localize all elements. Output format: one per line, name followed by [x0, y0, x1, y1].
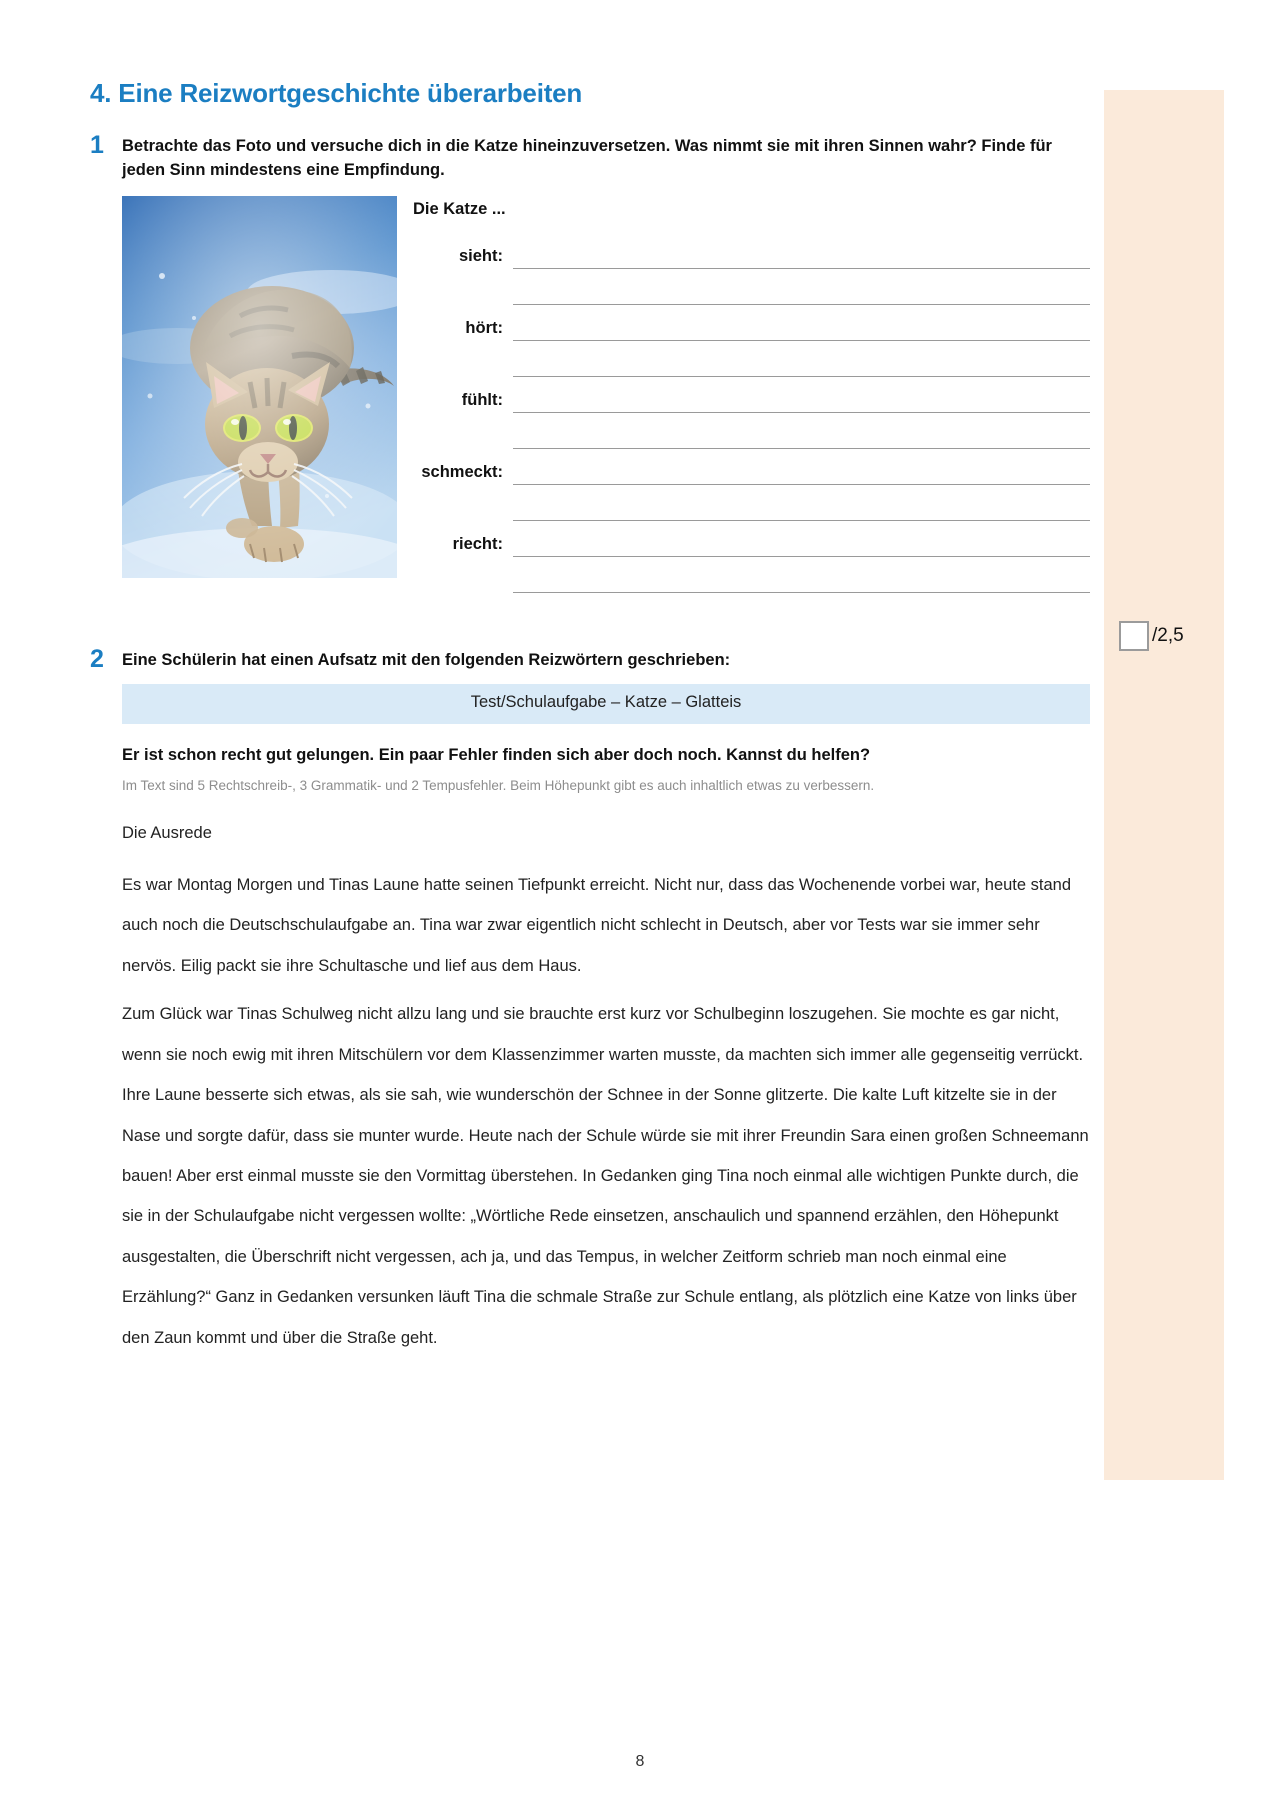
essay-text	[122, 865, 1090, 1358]
sense-input-hoert-line2[interactable]	[513, 375, 1090, 377]
sense-input-hoert[interactable]	[513, 339, 1090, 341]
sense-row-fuehlt-cont	[407, 413, 1090, 449]
page-number: 8	[635, 1753, 645, 1770]
task-2-number: 2	[90, 645, 104, 674]
sense-label-fuehlt: fühlt:	[461, 391, 503, 410]
cat-in-snow-photo	[122, 196, 397, 578]
sense-row-sieht-cont	[407, 269, 1090, 305]
sense-input-schmeckt[interactable]	[513, 483, 1090, 485]
sense-row-hoert	[407, 305, 1090, 341]
task-1-number: 1	[90, 131, 104, 160]
task-2-prompt: Eine Schülerin hat einen Aufsatz mit den folgenden Reizwörtern geschrieben:	[122, 651, 731, 670]
sense-row-sieht	[407, 233, 1090, 269]
task-2-hint-note: Im Text sind 5 Rechtschreib-, 3 Grammatik- und 2 Tempusfehler. Beim Höhepunkt gibt es auch inhaltlich etwas zu verbessern.	[122, 778, 875, 794]
sense-input-riecht[interactable]	[513, 555, 1090, 557]
senses-heading: Die Katze ...	[413, 200, 506, 219]
task-1-body	[122, 196, 1090, 593]
essay-title: Die Ausrede	[122, 823, 212, 842]
sense-label-sieht: sieht:	[458, 247, 503, 266]
task-1-prompt: Betrachte das Foto und versuche dich in die Katze hineinzuversetzen. Was nimmt sie mit ihren Sinnen wahr? Finde für jeden Sinn mindestens eine Empfindung.	[122, 137, 1052, 179]
sense-input-fuehlt[interactable]	[513, 411, 1090, 413]
sense-row-schmeckt	[407, 449, 1090, 485]
sense-row-fuehlt	[407, 377, 1090, 413]
points-max-task-1: /2,5	[1152, 625, 1184, 646]
sense-input-riecht-line2[interactable]	[513, 591, 1090, 593]
task-2	[90, 645, 1090, 1358]
page-title: 4. Eine Reizwortgeschichte überarbeiten	[90, 78, 583, 108]
sense-input-sieht[interactable]	[513, 267, 1090, 269]
right-margin-strip	[1104, 90, 1224, 1480]
essay-paragraph: Es war Montag Morgen und Tinas Laune hatte seinen Tiefpunkt erreicht. Nicht nur, dass das Wochenende vorbei war, heute stand auch noch die Deutschschulaufgabe an. Tina war zwar eigentlich nicht schlecht in Deutsch, aber vor Tests war sie immer sehr nervös. Eilig packt sie ihre Schultasche und lief aus dem Haus.	[122, 876, 1072, 975]
sense-input-schmeckt-line2[interactable]	[513, 519, 1090, 521]
sense-label-schmeckt: schmeckt:	[421, 463, 503, 482]
sense-label-hoert: hört:	[465, 319, 503, 338]
sense-row-riecht-cont	[407, 557, 1090, 593]
senses-answer-area	[407, 196, 1090, 593]
sense-row-riecht	[407, 521, 1090, 557]
sense-row-hoert-cont	[407, 341, 1090, 377]
essay-paragraph: Zum Glück war Tinas Schulweg nicht allzu lang und sie brauchte erst kurz vor Schulbeginn loszugehen. Sie mochte es gar nicht, wenn sie noch ewig mit ihren Mitschülern vor dem Klassenzimmer warten musste, da machten sich immer alle gegenseitig verrückt. Ihre Laune besserte sich etwas, als sie sah, wie wunderschön der Schnee in der Sonne glitzerte. Die kalte Luft kitzelte sie in der Nase und sorgte dafür, dass sie munter wurde. Heute nach der Schule würde sie mit ihrer Freundin Sara einen großen Schneemann bauen! Aber erst einmal musste sie den Vormittag überstehen. In Gedanken ging Tina noch einmal alle wichtigen Punkte durch, die sie in der Schulaufgabe nicht vergessen wollte: „Wörtliche Rede einsetzen, anschaulich und spannend erzählen, den Höhepunkt ausgestalten, die Überschrift nicht vergessen, ach ja, und das Tempus, in welcher Zeitform schrieb man noch einmal eine Erzählung?“ Ganz in Gedanken versunken läuft Tina die schmale Straße zur Schule entlang, als plötzlich eine Katze von links über den Zaun kommt und über die Straße geht.	[122, 1005, 1089, 1347]
sense-input-fuehlt-line2[interactable]	[513, 447, 1090, 449]
page-content	[90, 78, 1090, 1366]
points-field-task-1	[1119, 621, 1184, 651]
task-1	[90, 131, 1090, 593]
points-input-task-1[interactable]	[1119, 621, 1149, 651]
reizwoerter-band: Test/Schulaufgabe – Katze – Glatteis	[122, 684, 1090, 724]
sense-label-riecht: riecht:	[452, 535, 503, 554]
task-2-question: Er ist schon recht gut gelungen. Ein paar Fehler finden sich aber doch noch. Kannst du helfen?	[122, 746, 871, 765]
sense-input-sieht-line2[interactable]	[513, 303, 1090, 305]
sense-row-schmeckt-cont	[407, 485, 1090, 521]
